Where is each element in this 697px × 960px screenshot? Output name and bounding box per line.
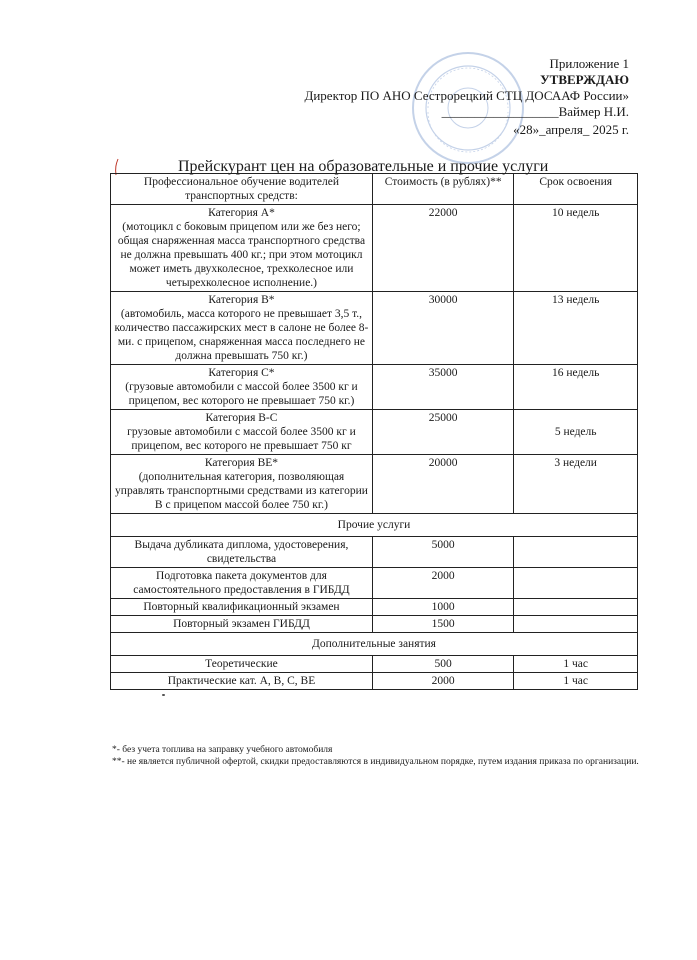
price-cell: 25000 (372, 410, 513, 455)
price-table (110, 173, 638, 690)
duration-cell: 10 недель (514, 205, 638, 292)
director-line: Директор ПО АНО Сестрорецкий СТЦ ДОСААФ России» (304, 88, 629, 103)
duration-cell (514, 599, 638, 616)
category-title: Категория С* (208, 367, 275, 379)
price-cell: 500 (372, 656, 513, 673)
duration-cell: 3 недели (514, 455, 638, 514)
footnote-fuel: *- без учета топлива на заправку учебного автомобиля (112, 745, 333, 755)
table-row (111, 616, 638, 633)
section-row (111, 514, 638, 537)
header-service: Профессиональное обучение водителей транспортных средств: (111, 174, 373, 205)
duration-cell: 1 час (514, 656, 638, 673)
header-price: Стоимость (в рублях)** (372, 174, 513, 205)
header-duration: Срок освоения (514, 174, 638, 205)
approve-label: УТВЕРЖДАЮ (540, 72, 629, 87)
service-name-cell: Выдача дубликата диплома, удостоверения, свидетельства (111, 537, 373, 568)
duration-cell (514, 537, 638, 568)
section-extra-lessons: Дополнительные занятия (111, 633, 638, 656)
price-cell: 1000 (372, 599, 513, 616)
section-row (111, 633, 638, 656)
price-cell: 2000 (372, 673, 513, 690)
category-desc: (мотоцикл с боковым прицепом или же без него; общая снаряженная масса транспортного средства не должна превышать 400 кг.; при этом мотоцикл может иметь двухколесное, трехколесное или четырехколесное исполнение.) (117, 221, 366, 289)
page-title: Прейскурант цен на образовательные и прочие услуги (178, 158, 549, 175)
table-row (111, 455, 638, 514)
category-cell (111, 410, 373, 455)
table-row (111, 599, 638, 616)
table-row (111, 205, 638, 292)
category-cell (111, 365, 373, 410)
approval-date: «28»_апреля_ 2025 г. (513, 122, 629, 137)
category-desc: (автомобиль, масса которого не превышает 3,5 т., количество пассажирских мест в салоне не более 8-ми. с прицепом, снаряженная масса последнего не должна превышать 750 кг.) (114, 308, 369, 362)
footnotes (112, 744, 652, 768)
service-name-cell: Повторный квалификационный экзамен (111, 599, 373, 616)
category-title: Категория А* (208, 207, 275, 219)
service-name-cell: Подготовка пакета документов для самостоятельного предоставления в ГИБДД (111, 568, 373, 599)
price-cell: 30000 (372, 292, 513, 365)
price-cell: 20000 (372, 455, 513, 514)
table-header-row (111, 174, 638, 205)
duration-cell: 16 недель (514, 365, 638, 410)
category-desc: (дополнительная категория, позволяющая управлять транспортными средствами из категории В с прицепом массой более 750 кг.) (115, 471, 368, 511)
footnote-offer: **- не является публичной офертой, скидки предоставляются в индивидуальном порядке, путем издания приказа по организации. (112, 757, 639, 767)
category-title: Категория В-С (205, 412, 278, 424)
duration-cell (514, 568, 638, 599)
signature-line: __________________Ваймер Н.И. (441, 104, 629, 119)
service-name-cell: Теоретические (111, 656, 373, 673)
table-row (111, 292, 638, 365)
duration-cell: 1 час (514, 673, 638, 690)
approval-block (304, 56, 629, 138)
table-row (111, 673, 638, 690)
category-desc: грузовые автомобили с массой более 3500 кг и прицепом, вес которого не превышает 750 кг (127, 426, 356, 452)
section-other-services: Прочие услуги (111, 514, 638, 537)
service-name-cell: Практические кат. А, В, С, ВЕ (111, 673, 373, 690)
service-name-cell: Повторный экзамен ГИБДД (111, 616, 373, 633)
category-desc: (грузовые автомобили с массой более 3500 кг и прицепом, вес которого не превышает 750 кг.) (125, 381, 358, 407)
price-cell: 22000 (372, 205, 513, 292)
price-cell: 2000 (372, 568, 513, 599)
table-row (111, 537, 638, 568)
appendix-label: Приложение 1 (549, 56, 629, 71)
table-row (111, 656, 638, 673)
category-cell (111, 455, 373, 514)
duration-cell: 5 недель (514, 410, 638, 455)
table-row (111, 365, 638, 410)
duration-cell: 13 недель (514, 292, 638, 365)
price-cell: 5000 (372, 537, 513, 568)
category-title: Категория В* (208, 294, 275, 306)
category-cell (111, 205, 373, 292)
category-cell (111, 292, 373, 365)
table-row (111, 410, 638, 455)
duration-cell (514, 616, 638, 633)
table-row (111, 568, 638, 599)
price-cell: 35000 (372, 365, 513, 410)
pen-dot (162, 694, 165, 696)
price-cell: 1500 (372, 616, 513, 633)
category-title: Категория ВЕ* (204, 457, 279, 469)
